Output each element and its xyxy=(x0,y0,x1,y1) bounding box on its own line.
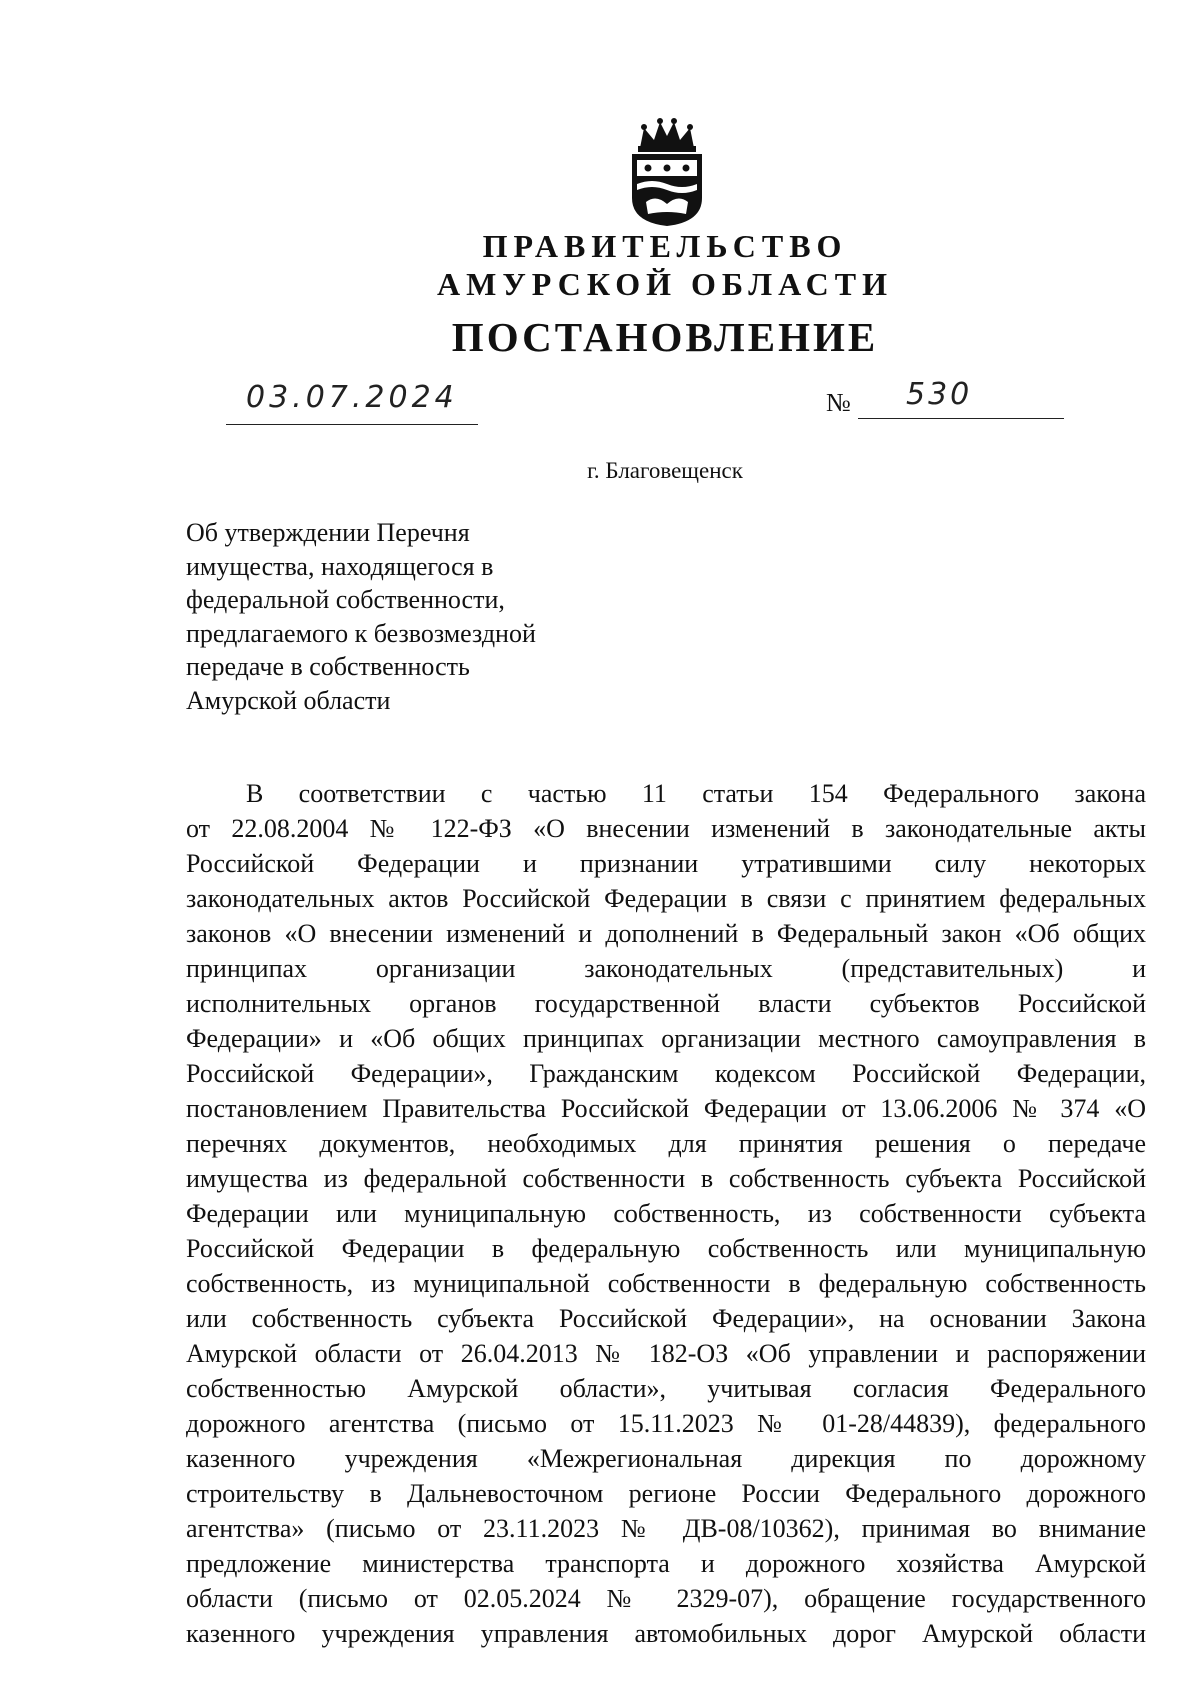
coat-of-arms-icon xyxy=(626,118,708,228)
body-line: законов «О внесении изменений и дополнений в Федеральный закон «Об общих xyxy=(186,919,1146,948)
body-line: собственность, из муниципальной собственности в федеральную собственность xyxy=(186,1269,1146,1298)
body-line: казенного учреждения «Межрегиональная дирекция по дорожному xyxy=(186,1444,1146,1473)
body-line: постановлением Правительства Российской Федерации от 13.06.2006 № 374 «О xyxy=(186,1094,1146,1123)
title-line: передаче в собственность xyxy=(186,652,470,681)
body-line: Федерации» и «Об общих принципах организации местного самоуправления в xyxy=(186,1024,1146,1053)
document-date: 03.07.2024 xyxy=(246,380,458,415)
document-type: ПОСТАНОВЛЕНИЕ xyxy=(451,314,879,360)
body-line: законодательных актов Российской Федерации в связи с принятием федеральных xyxy=(186,884,1146,913)
body-line: исполнительных органов государственной власти субъектов Российской xyxy=(186,989,1146,1018)
date-underline xyxy=(226,424,478,425)
body-line: казенного учреждения управления автомобильных дорог Амурской области xyxy=(186,1619,1146,1648)
document-number: 530 xyxy=(906,377,973,412)
title-line: федеральной собственности, xyxy=(186,585,505,614)
body-line: В соответствии с частью 11 статьи 154 Федерального закона xyxy=(246,779,1146,808)
title-line: предлагаемого к безвозмездной xyxy=(186,618,536,648)
organization-name-line-1: ПРАВИТЕЛЬСТВО xyxy=(482,228,848,264)
body-line: области (письмо от 02.05.2024 № 2329-07), обращение государственного xyxy=(186,1584,1146,1613)
body-line: собственностью Амурской области», учитывая согласия Федерального xyxy=(186,1374,1146,1403)
number-underline xyxy=(858,418,1064,419)
body-line: или собственность субъекта Российской Федерации», на основании Закона xyxy=(186,1304,1146,1333)
body-line: дорожного агентства (письмо от 15.11.2023 № 01-28/44839), федерального xyxy=(186,1409,1146,1438)
body-line: Амурской области от 26.04.2013 № 182-ОЗ «Об управлении и распоряжении xyxy=(186,1339,1146,1368)
organization-name-line-2: АМУРСКОЙ ОБЛАСТИ xyxy=(437,266,893,302)
body-line: агентства» (письмо от 23.11.2023 № ДВ-08/10362), принимая во внимание xyxy=(186,1514,1146,1543)
body-line: Российской Федерации и признании утратившими силу некоторых xyxy=(186,849,1146,878)
body-paragraph xyxy=(186,776,1146,1651)
title-line: имущества, находящегося в xyxy=(186,551,494,581)
body-line: принципах организации законодательных (представительных) и xyxy=(186,954,1146,983)
body-line: имущества из федеральной собственности в собственность субъекта Российской xyxy=(186,1164,1146,1193)
title-line: Амурской области xyxy=(186,685,391,715)
city: г. Благовещенск xyxy=(587,458,743,483)
document-title xyxy=(186,516,536,717)
title-line: Об утверждении Перечня xyxy=(186,518,470,547)
body-line: предложение министерства транспорта и дорожного хозяйства Амурской xyxy=(186,1549,1146,1578)
number-label: № xyxy=(826,388,851,417)
body-line: Федерации или муниципальную собственность, из собственности субъекта xyxy=(186,1199,1146,1228)
body-line: строительству в Дальневосточном регионе России Федерального дорожного xyxy=(186,1479,1146,1508)
body-line: Российской Федерации», Гражданским кодексом Российской Федерации, xyxy=(186,1059,1146,1088)
body-line: Российской Федерации в федеральную собственность или муниципальную xyxy=(186,1234,1146,1263)
body-line: перечнях документов, необходимых для принятия решения о передаче xyxy=(186,1129,1146,1158)
body-line: от 22.08.2004 № 122-ФЗ «О внесении изменений в законодательные акты xyxy=(186,814,1146,843)
